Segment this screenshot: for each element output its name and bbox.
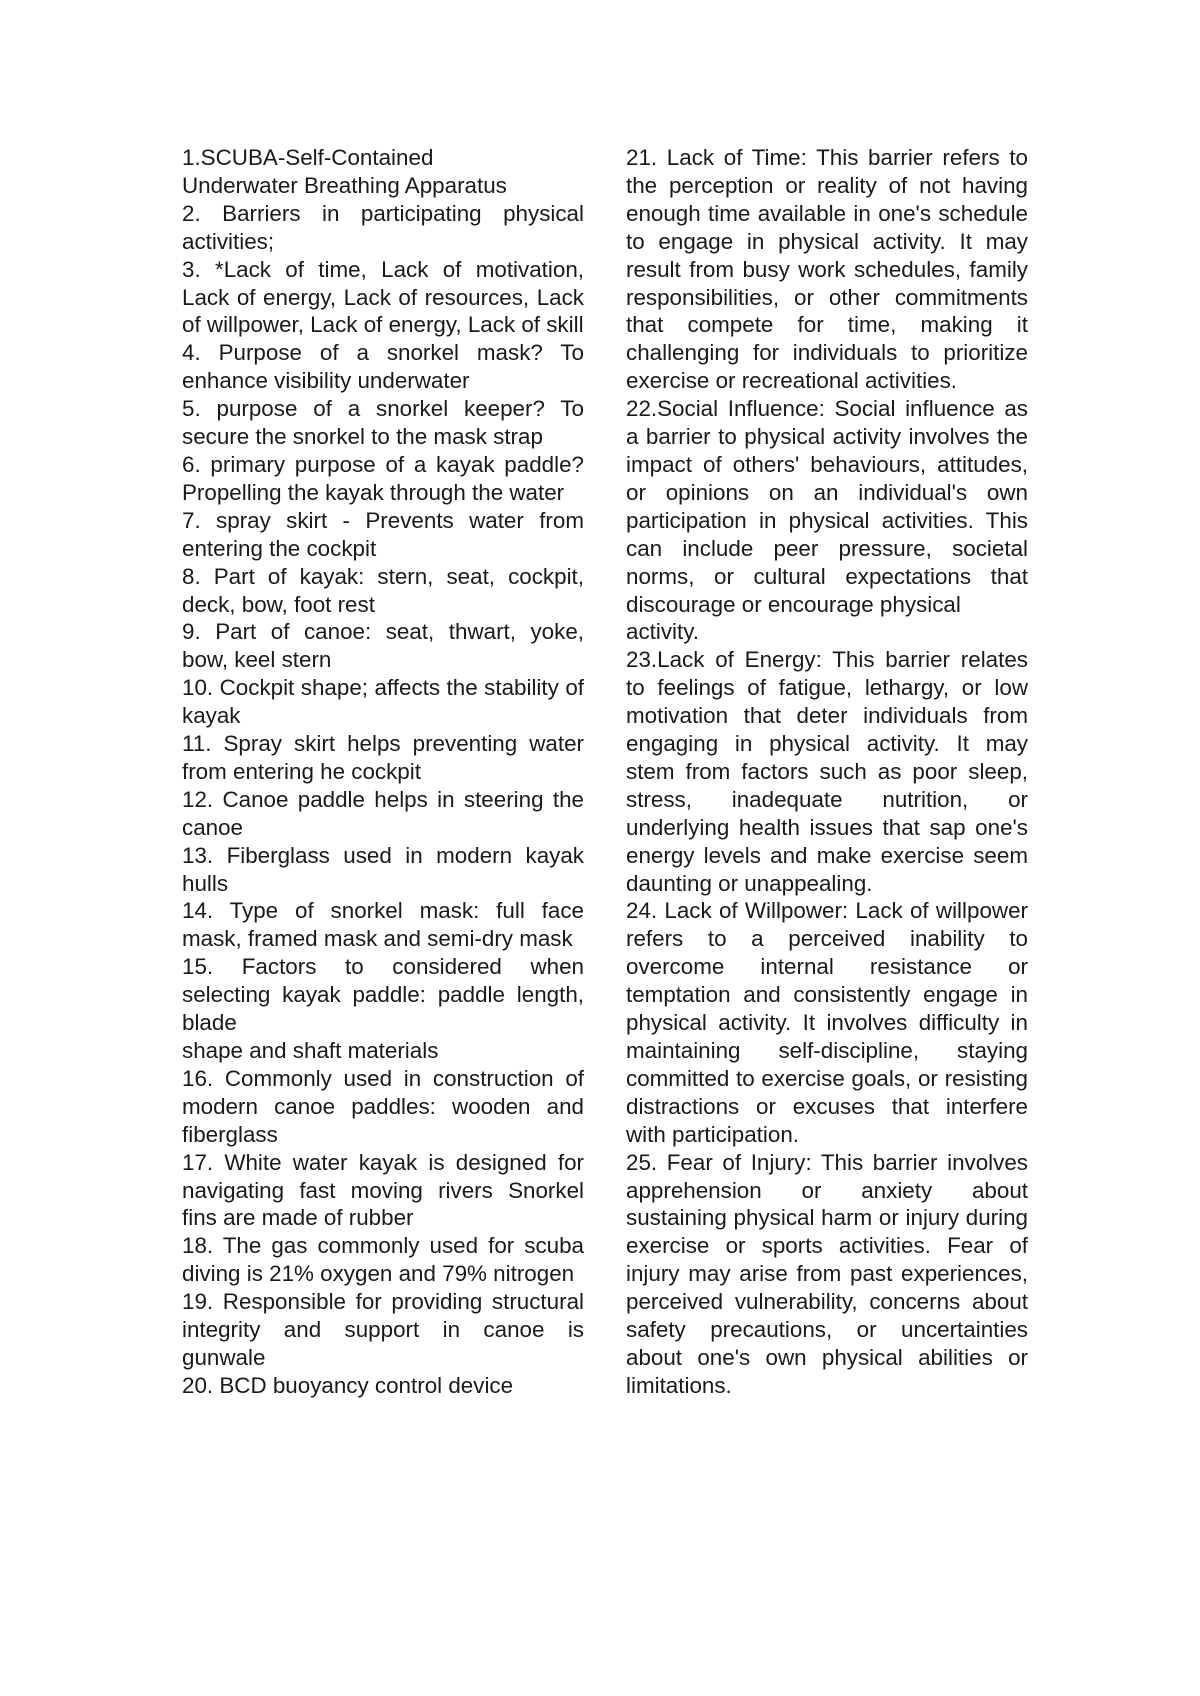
list-item: 12. Canoe paddle helps in steering the canoe xyxy=(182,786,584,840)
list-item: 4. Purpose of a snorkel mask? To enhance visibility underwater xyxy=(182,340,584,394)
list-item: 3. *Lack of time, Lack of motivation, Lack of energy, Lack of resources, Lack of willpower, Lack of energy, Lack of skill xyxy=(182,256,584,338)
list-item: 2. Barriers in participating physical activities; xyxy=(182,200,584,254)
list-item: 10. Cockpit shape; affects the stability of kayak xyxy=(182,675,584,729)
list-item: 14. Type of snorkel mask: full face mask, framed mask and semi-dry mask xyxy=(182,898,584,952)
list-item: 11. Spray skirt helps preventing water from entering he cockpit xyxy=(182,731,584,784)
list-item: 25. Fear of Injury: This barrier involves apprehension or anxiety about sustaining physical harm or injury during exercise or sports activities. Fear of injury may arise from past experiences, perceived vulnerability, concerns about safety precautions, or uncertainties about one's own physical abilities or limitations. xyxy=(626,1149,1028,1398)
list-item: 13. Fiberglass used in modern kayak hulls xyxy=(182,842,584,896)
list-item: 8. Part of kayak: stern, seat, cockpit, deck, bow, foot rest xyxy=(182,563,584,617)
list-item: 15. Factors to considered when selecting kayak paddle: paddle length, blade xyxy=(182,954,584,1036)
list-item: 20. BCD buoyancy control device xyxy=(182,1372,514,1398)
list-item: 9. Part of canoe: seat, thwart, yoke, bow, keel stern xyxy=(182,619,584,673)
list-item: 24. Lack of Willpower: Lack of willpower refers to a perceived inability to overcome internal resistance or temptation and consistently engage in physical activity. It involves difficulty in maintaining self-discipline, staying committed to exercise goals, or resisting distractions or excuses that interfere with participation. xyxy=(626,898,1028,1147)
list-item: 16. Commonly used in construction of modern canoe paddles: wooden and fiberglass xyxy=(182,1065,584,1147)
list-item: 18. The gas commonly used for scuba diving is 21% oxygen and 79% nitrogen xyxy=(182,1233,584,1287)
left-column xyxy=(182,144,584,1400)
list-item: Underwater Breathing Apparatus xyxy=(182,172,507,198)
list-item: 19. Responsible for providing structural integrity and support in canoe is gunwale xyxy=(182,1289,584,1370)
right-column xyxy=(626,144,1028,1400)
list-item: shape and shaft materials xyxy=(182,1038,439,1063)
list-item: 5. purpose of a snorkel keeper? To secure the snorkel to the mask strap xyxy=(182,396,584,450)
list-item: 22.Social Influence: Social influence as a barrier to physical activity involves the impact of others' behaviours, attitudes, or opinions on an individual's own participation in physical activities. This can include peer pressure, societal norms, or cultural expectations that discourage or encourage physical xyxy=(626,396,1028,617)
list-item: 1.SCUBA-Self-Contained xyxy=(182,145,434,170)
list-item: 17. White water kayak is designed for navigating fast moving rivers Snorkel fins are made of rubber xyxy=(182,1149,584,1231)
list-item: 6. primary purpose of a kayak paddle? Propelling the kayak through the water xyxy=(182,451,584,505)
list-item: 21. Lack of Time: This barrier refers to the perception or reality of not having enough time available in one's schedule to engage in physical activity. It may result from busy work schedules, family responsibilities, or other commitments that compete for time, making it challenging for individuals to prioritize exercise or recreational activities. xyxy=(626,145,1028,394)
list-item: 7. spray skirt - Prevents water from entering the cockpit xyxy=(182,507,584,561)
list-item: activity. xyxy=(626,619,699,645)
list-item: 23.Lack of Energy: This barrier relates to feelings of fatigue, lethargy, or low motivation that deter individuals from engaging in physical activity. It may stem from factors such as poor sleep, stress, inadequate nutrition, or underlying health issues that sap one's energy levels and make exercise seem daunting or unappealing. xyxy=(626,647,1028,896)
